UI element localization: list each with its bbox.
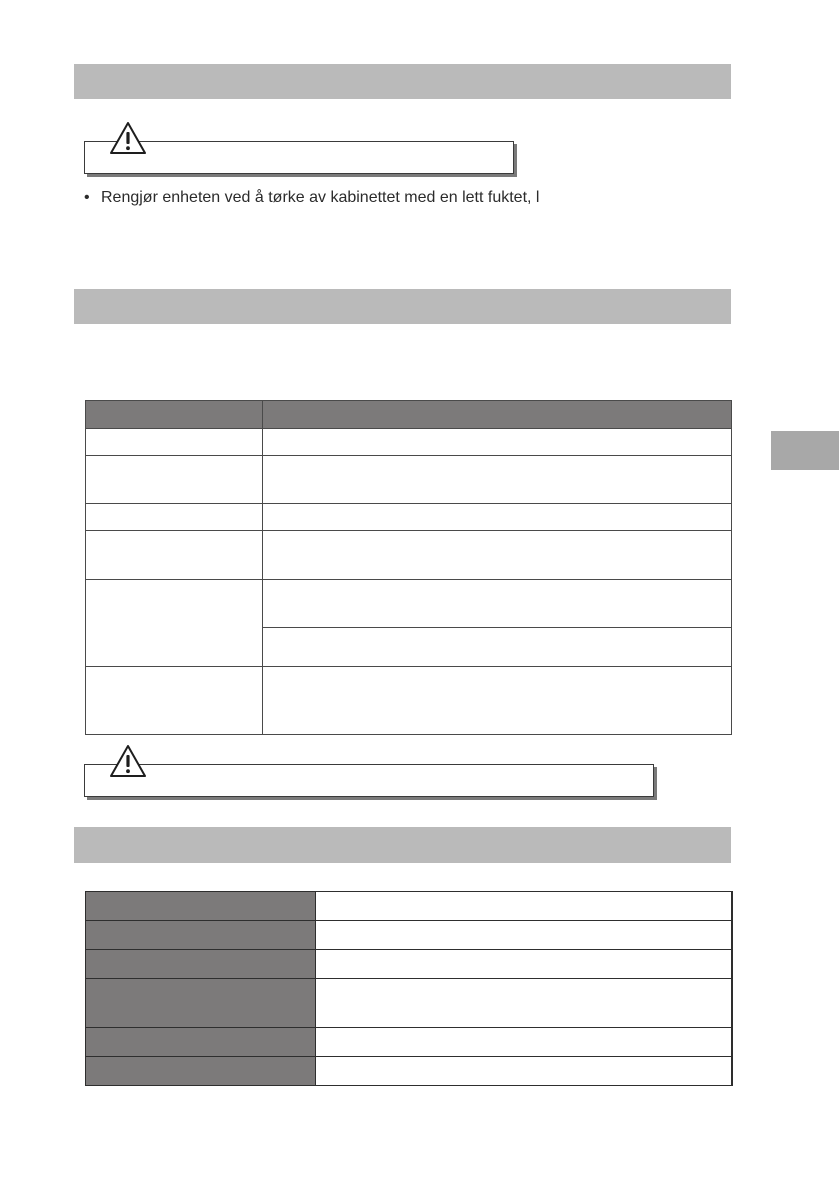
spec-value-cell — [316, 892, 732, 921]
column-header-solution — [263, 401, 732, 429]
table-row — [86, 504, 732, 531]
solution-cell — [263, 628, 732, 667]
spec-value-cell — [316, 979, 732, 1028]
table-row — [86, 531, 732, 580]
problem-cell — [86, 531, 263, 580]
table-row — [86, 456, 732, 504]
warning-triangle-icon — [109, 744, 147, 778]
spec-value-cell — [316, 1028, 732, 1057]
table-row — [86, 667, 732, 735]
table-row — [86, 950, 732, 979]
bullet-mark: • — [84, 189, 90, 206]
specifications-table — [85, 891, 733, 1086]
table-row — [86, 892, 732, 921]
problem-cell — [86, 504, 263, 531]
spec-label-cell — [86, 950, 316, 979]
table-row — [86, 979, 732, 1028]
solution-cell — [263, 531, 732, 580]
table-header-row — [86, 401, 732, 429]
caution-box-troubleshooting — [84, 764, 654, 797]
section-header-cleaning — [74, 64, 731, 99]
spec-value-cell — [316, 1057, 732, 1086]
warning-triangle-icon — [109, 121, 147, 155]
spec-label-cell — [86, 979, 316, 1028]
spec-label-cell — [86, 921, 316, 950]
section-header-specifications — [74, 827, 731, 863]
solution-cell — [263, 580, 732, 628]
spec-label-cell — [86, 1028, 316, 1057]
spec-label-cell — [86, 892, 316, 921]
table-row — [86, 1057, 732, 1086]
cleaning-instruction-text: Rengjør enheten ved å tørke av kabinettet med en lett fuktet, l — [101, 189, 540, 206]
spec-label-cell — [86, 1057, 316, 1086]
section-header-troubleshooting — [74, 289, 731, 324]
column-header-problem — [86, 401, 263, 429]
solution-cell — [263, 429, 732, 456]
solution-cell — [263, 667, 732, 735]
spec-value-cell — [316, 921, 732, 950]
table-row — [86, 429, 732, 456]
language-side-tab — [771, 431, 839, 470]
table-row — [86, 921, 732, 950]
problem-cell — [86, 667, 263, 735]
solution-cell — [263, 504, 732, 531]
table-row — [86, 1028, 732, 1057]
spec-value-cell — [316, 950, 732, 979]
problem-cell — [86, 429, 263, 456]
troubleshooting-table — [85, 400, 732, 735]
problem-cell — [86, 580, 263, 667]
solution-cell — [263, 456, 732, 504]
table-row — [86, 580, 732, 628]
caution-box-cleaning — [84, 141, 514, 174]
cleaning-instruction — [84, 186, 539, 210]
problem-cell — [86, 456, 263, 504]
